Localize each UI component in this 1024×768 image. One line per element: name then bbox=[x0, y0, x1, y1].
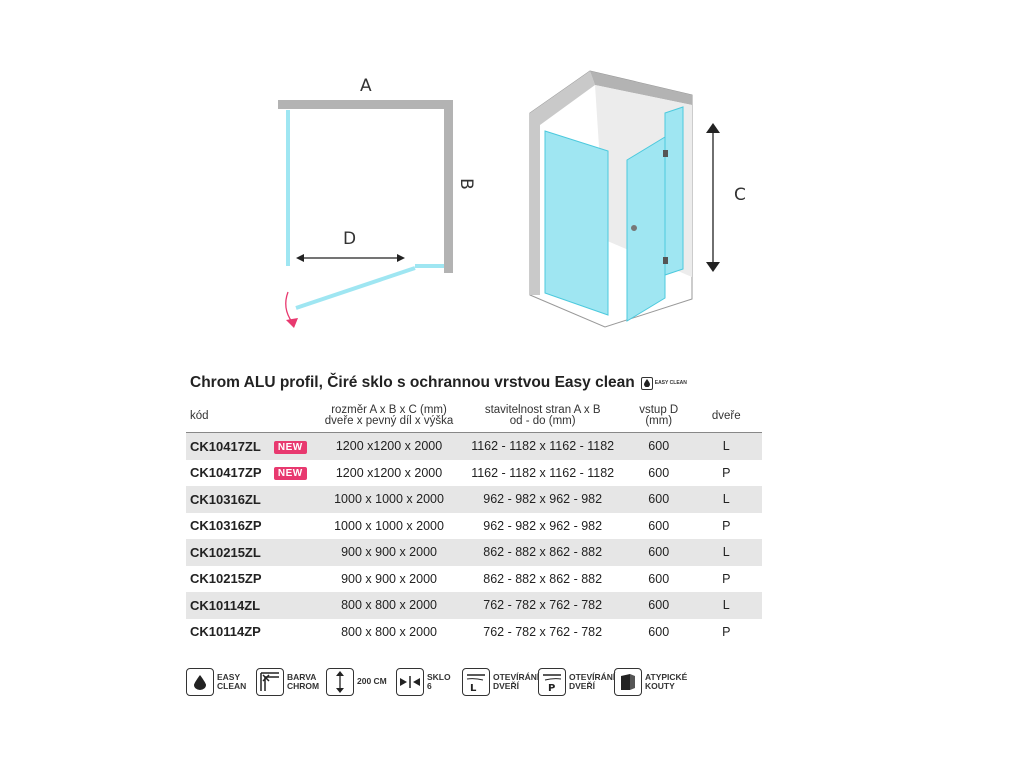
dimensions-cell: 800 x 800 x 2000 bbox=[320, 592, 459, 619]
door-cell: L bbox=[691, 433, 763, 460]
header-door: dveře bbox=[691, 400, 763, 433]
spec-title-text: Chrom ALU profil, Čiré sklo s ochrannou vrstvou Easy clean bbox=[190, 374, 635, 391]
dimensions-cell: 900 x 900 x 2000 bbox=[341, 571, 437, 586]
hinge-bottom bbox=[663, 257, 668, 264]
new-cell bbox=[274, 619, 320, 646]
feature-label: ATYPICKÉ KOUTY bbox=[645, 671, 688, 691]
adjustability-cell: 1162 - 1182 x 1162 - 1182 bbox=[458, 433, 627, 460]
code-cell: CK10114ZP bbox=[190, 624, 261, 640]
plan-view-drawing bbox=[270, 70, 500, 340]
header-entry: vstup D (mm) bbox=[627, 400, 691, 433]
entry-cell: 600 bbox=[648, 465, 670, 480]
table-row bbox=[186, 460, 762, 487]
table-row bbox=[186, 513, 762, 540]
dimension-b-label: B bbox=[455, 178, 476, 190]
dimensions-cell: 800 x 800 x 2000 bbox=[341, 624, 437, 639]
dimensions-cell: 1000 x 1000 x 2000 bbox=[320, 486, 459, 513]
dimension-d-arrow-left bbox=[296, 254, 304, 262]
table-row bbox=[186, 539, 762, 566]
adjustability-cell: 962 - 982 x 962 - 982 bbox=[458, 486, 627, 513]
new-cell bbox=[274, 566, 320, 593]
entry-cell: 600 bbox=[648, 571, 670, 586]
dimension-c-arrow-bottom bbox=[706, 262, 720, 272]
code-cell: CK10215ZP bbox=[190, 571, 262, 587]
profile-color-icon bbox=[256, 668, 284, 696]
entry-cell: 600 bbox=[627, 433, 691, 460]
entry-cell: 600 bbox=[627, 539, 691, 566]
new-cell bbox=[274, 486, 320, 513]
table-header-row bbox=[186, 400, 762, 433]
isometric-view-diagram bbox=[520, 65, 760, 330]
new-cell bbox=[274, 539, 320, 566]
new-cell bbox=[274, 592, 320, 619]
spec-table-body bbox=[186, 433, 762, 646]
door-opening-right-icon bbox=[538, 668, 566, 696]
header-adjustability: stavitelnost stran A x B od - do (mm) bbox=[458, 400, 627, 433]
entry-cell: 600 bbox=[627, 592, 691, 619]
adjustability-cell: 862 - 882 x 862 - 882 bbox=[483, 571, 603, 586]
header-spacer bbox=[274, 400, 320, 433]
isometric-drawing bbox=[520, 65, 760, 330]
svg-text:L: L bbox=[470, 683, 477, 693]
swing-arc bbox=[286, 292, 292, 322]
svg-text:P: P bbox=[548, 683, 556, 693]
feature-label: BARVA CHROM bbox=[287, 671, 320, 691]
spec-title bbox=[190, 374, 687, 392]
door-cell: P bbox=[722, 465, 731, 480]
wall-top bbox=[278, 100, 453, 109]
side-fixed-glass bbox=[665, 107, 683, 275]
dimensions-cell: 1200 x1200 x 2000 bbox=[320, 433, 459, 460]
new-cell bbox=[274, 513, 320, 540]
door-cell: P bbox=[722, 624, 731, 639]
feature-label: OTEVÍRÁNÍ DVEŘÍ bbox=[569, 671, 616, 691]
feature-item bbox=[256, 668, 319, 696]
adjustability-cell: 762 - 782 x 762 - 782 bbox=[458, 592, 627, 619]
swing-arrow-icon bbox=[286, 318, 298, 328]
feature-label: 200 CM bbox=[357, 676, 387, 687]
table-row bbox=[186, 566, 762, 593]
easy-clean-badge-text: EASY CLEAN bbox=[654, 379, 687, 386]
code-cell: CK10316ZL bbox=[186, 486, 274, 513]
door-cell: P bbox=[722, 518, 731, 533]
adjustability-cell: 1162 - 1182 x 1162 - 1182 bbox=[471, 465, 615, 480]
door-opening-left-icon bbox=[462, 668, 490, 696]
new-badge: NEW bbox=[274, 467, 307, 480]
feature-label: SKLO 6 bbox=[427, 671, 451, 691]
adjustability-cell: 862 - 882 x 862 - 882 bbox=[458, 539, 627, 566]
table-row bbox=[186, 619, 762, 646]
new-cell bbox=[274, 433, 320, 460]
table-row bbox=[186, 433, 762, 460]
dimensions-cell: 900 x 900 x 2000 bbox=[320, 539, 459, 566]
feature-label: OTEVÍRÁNÍ DVEŘÍ bbox=[493, 671, 540, 691]
entry-cell: 600 bbox=[648, 518, 670, 533]
door-handle-icon bbox=[631, 225, 637, 231]
dimensions-cell: 1200 x1200 x 2000 bbox=[335, 465, 443, 480]
adjustability-cell: 962 - 982 x 962 - 982 bbox=[483, 518, 603, 533]
table-row bbox=[186, 486, 762, 513]
header-code: kód bbox=[186, 400, 274, 433]
drop-icon bbox=[641, 377, 653, 390]
door-cell: L bbox=[691, 486, 763, 513]
table-row bbox=[186, 592, 762, 619]
adjustability-cell: 762 - 782 x 762 - 782 bbox=[483, 624, 603, 639]
code-cell: CK10215ZL bbox=[186, 539, 274, 566]
glass-thickness-icon bbox=[396, 668, 424, 696]
easy-clean-badge bbox=[641, 377, 687, 390]
dimension-d-label: D bbox=[343, 229, 357, 249]
dimension-c-arrow-top bbox=[706, 123, 720, 133]
door-cell: P bbox=[722, 571, 731, 586]
height-arrow-icon bbox=[326, 668, 354, 696]
hinge-top bbox=[663, 150, 668, 157]
entry-cell: 600 bbox=[648, 624, 670, 639]
feature-item bbox=[538, 668, 615, 696]
header-dimensions: rozměr A x B x C (mm) dveře x pevný díl x výška bbox=[320, 400, 459, 433]
feature-item bbox=[186, 668, 246, 696]
entry-cell: 600 bbox=[627, 486, 691, 513]
feature-label: EASY CLEAN bbox=[217, 671, 247, 691]
code-cell: CK10316ZP bbox=[190, 518, 262, 534]
plan-view-diagram bbox=[270, 70, 500, 340]
code-cell: CK10417ZL bbox=[186, 433, 274, 460]
dimension-c-label: C bbox=[734, 185, 746, 205]
code-cell: CK10114ZL bbox=[186, 592, 274, 619]
atypical-corner-icon bbox=[614, 668, 642, 696]
feature-item bbox=[462, 668, 539, 696]
new-cell bbox=[274, 460, 320, 487]
feature-item bbox=[614, 668, 687, 696]
fixed-glass-panel bbox=[545, 131, 608, 315]
dimensions-cell: 1000 x 1000 x 2000 bbox=[334, 518, 444, 533]
spec-table bbox=[186, 400, 762, 645]
door-cell: L bbox=[691, 539, 763, 566]
new-badge: NEW bbox=[274, 441, 307, 454]
code-cell: CK10417ZP bbox=[190, 465, 262, 481]
feature-icons-row bbox=[186, 668, 706, 702]
feature-item bbox=[326, 668, 387, 696]
wall-right bbox=[444, 100, 453, 273]
feature-item bbox=[396, 668, 451, 696]
dimension-d-arrow-right bbox=[397, 254, 405, 262]
door-cell: L bbox=[691, 592, 763, 619]
dimension-a-label: A bbox=[360, 76, 372, 96]
drop-icon bbox=[186, 668, 214, 696]
door-glass-panel bbox=[296, 268, 415, 308]
